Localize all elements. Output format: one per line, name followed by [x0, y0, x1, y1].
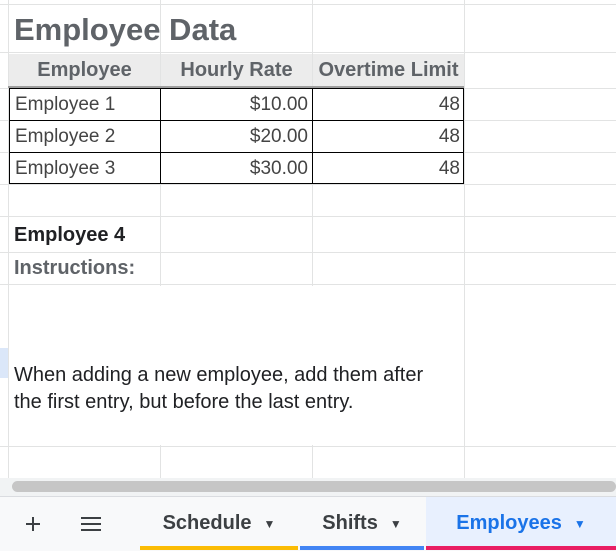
table-cell-rate[interactable]: $20.00 — [249, 126, 308, 147]
tab-color-indicator — [426, 546, 616, 550]
all-sheets-button[interactable] — [76, 506, 106, 542]
add-sheet-button[interactable] — [18, 506, 48, 542]
tab-color-indicator — [300, 546, 424, 550]
grid-line — [0, 446, 616, 447]
tab-employees[interactable] — [426, 497, 616, 550]
table-cell-limit[interactable]: 48 — [438, 126, 460, 147]
table-cell-rate[interactable]: $10.00 — [249, 94, 308, 115]
page-title: Employee Data — [14, 12, 237, 47]
grid-line — [0, 52, 616, 53]
header-hourly-rate[interactable]: Hourly Rate — [161, 54, 312, 86]
grid-line — [0, 216, 616, 217]
instructions-label[interactable]: Instructions: — [14, 257, 136, 279]
header-overtime-limit[interactable]: Overtime Limit — [313, 54, 464, 86]
instructions-text[interactable]: When adding a new employee, add them after the first entry, but before the last entry. — [14, 364, 424, 413]
horizontal-scrollbar-thumb[interactable] — [12, 481, 616, 492]
plus-icon — [24, 515, 42, 533]
tab-label: Employees — [456, 512, 562, 534]
caret-down-icon: ▼ — [263, 516, 276, 531]
header-employee[interactable]: Employee — [9, 54, 160, 86]
table-cell-limit[interactable]: 48 — [438, 158, 460, 179]
employee-4-label[interactable]: Employee 4 — [14, 223, 126, 246]
caret-down-icon: ▼ — [389, 516, 402, 531]
grid-line — [0, 4, 616, 5]
selected-row-indicator — [0, 348, 8, 378]
grid-line — [0, 284, 616, 285]
caret-down-icon: ▼ — [573, 516, 586, 531]
table-cell-employee[interactable]: Employee 2 — [15, 126, 116, 147]
tab-schedule[interactable] — [140, 497, 298, 550]
tab-label: Schedule — [162, 512, 252, 534]
tab-label: Shifts — [322, 512, 378, 534]
menu-icon — [80, 516, 102, 532]
grid-line — [464, 0, 465, 478]
table-cell-rate[interactable]: $30.00 — [249, 158, 308, 179]
tab-color-indicator — [140, 546, 298, 550]
table-cell-employee[interactable]: Employee 1 — [15, 94, 116, 115]
table-cell-employee[interactable]: Employee 3 — [15, 158, 116, 179]
table-cell-limit[interactable]: 48 — [438, 94, 460, 115]
tab-shifts[interactable] — [300, 497, 424, 550]
